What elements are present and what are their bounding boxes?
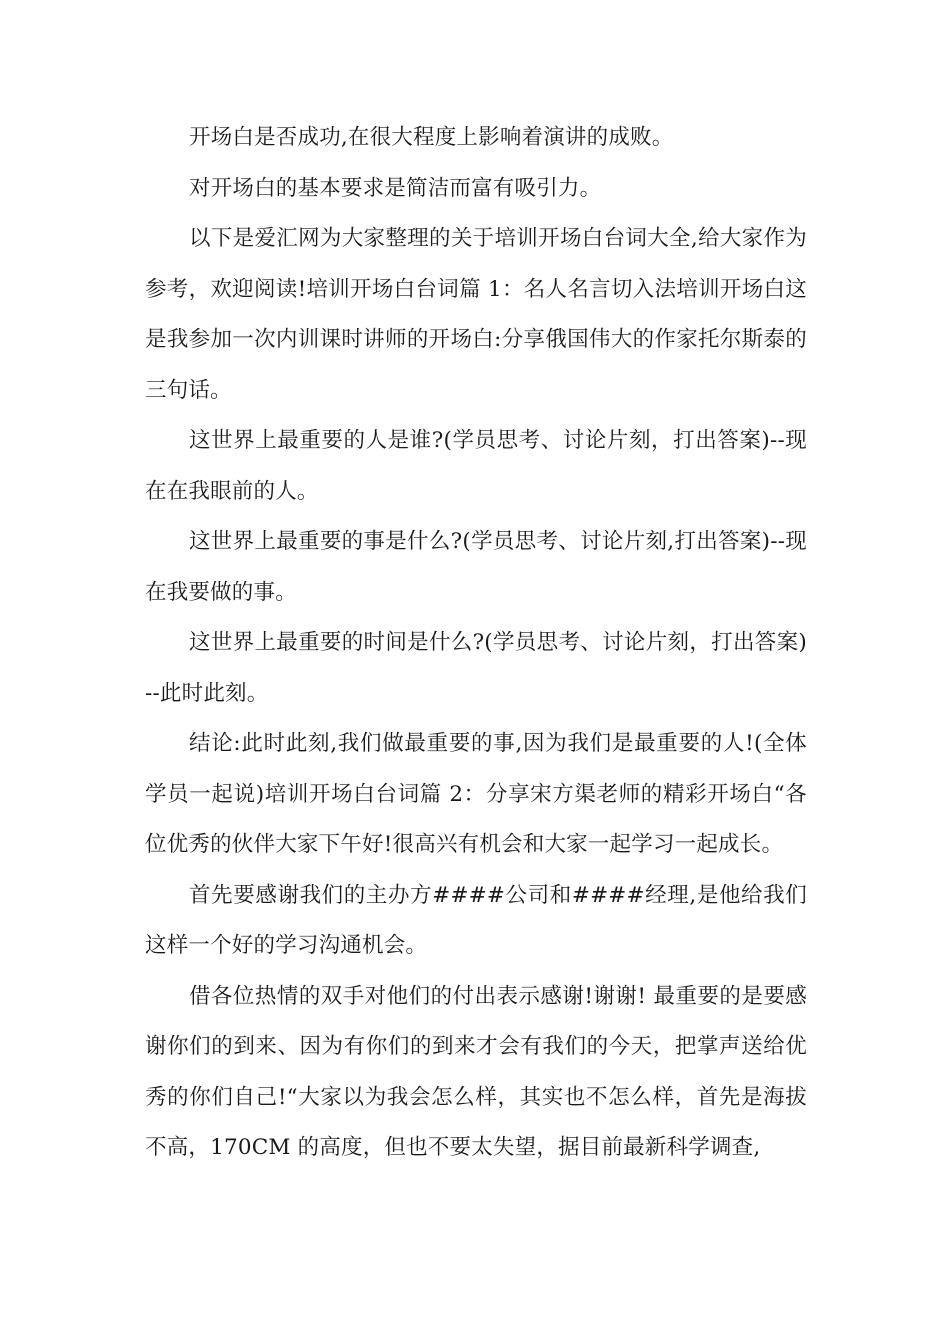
paragraph-opening-importance: 开场白是否成功,在很大程度上影响着演讲的成败。 [189,125,674,150]
paragraph-introduction: 以下是爱汇网为大家整理的关于培训开场白台词大全,给大家作为参考，欢迎阅读!培训开场白台词篇 1：名人名言切入法培训开场白这是我参加一次内训课时讲师的开场白:分享俄国伟大的作家托尔斯泰的三句话。 [145,226,807,403]
paragraph-thanks-audience: 借各位热情的双手对他们的付出表示感谢!谢谢! 最重要的是要感谢你们的到来、因为有你们的到来才会有我们的今天，把掌声送给优秀的你们自己!“大家以为我会怎么样，其实也不怎么样，首先是海拔不高，170CM 的高度，但也不要太失望，据目前最新科学调查, [145,983,807,1160]
document-body [145,113,807,1174]
paragraph-conclusion: 结论:此时此刻,我们做最重要的事,因为我们是最重要的人!(全体学员一起说)培训开场白台词篇 2：分享宋方渠老师的精彩开场白“各位优秀的伙伴大家下午好!很高兴有机会和大家一起学习一起成长。 [145,731,807,857]
paragraph-most-important-time: 这世界上最重要的时间是什么?(学员思考、讨论片刻，打出答案)--此时此刻。 [145,630,807,706]
paragraph-thanks-organizer: 首先要感谢我们的主办方####公司和####经理,是他给我们这样一个好的学习沟通机会。 [145,882,807,958]
paragraph-most-important-thing: 这世界上最重要的事是什么?(学员思考、讨论片刻,打出答案)--现在我要做的事。 [145,529,807,605]
paragraph-basic-requirement: 对开场白的基本要求是简洁而富有吸引力。 [189,175,602,201]
paragraph-most-important-person: 这世界上最重要的人是谁?(学员思考、讨论片刻，打出答案)--现在在我眼前的人。 [145,428,807,504]
